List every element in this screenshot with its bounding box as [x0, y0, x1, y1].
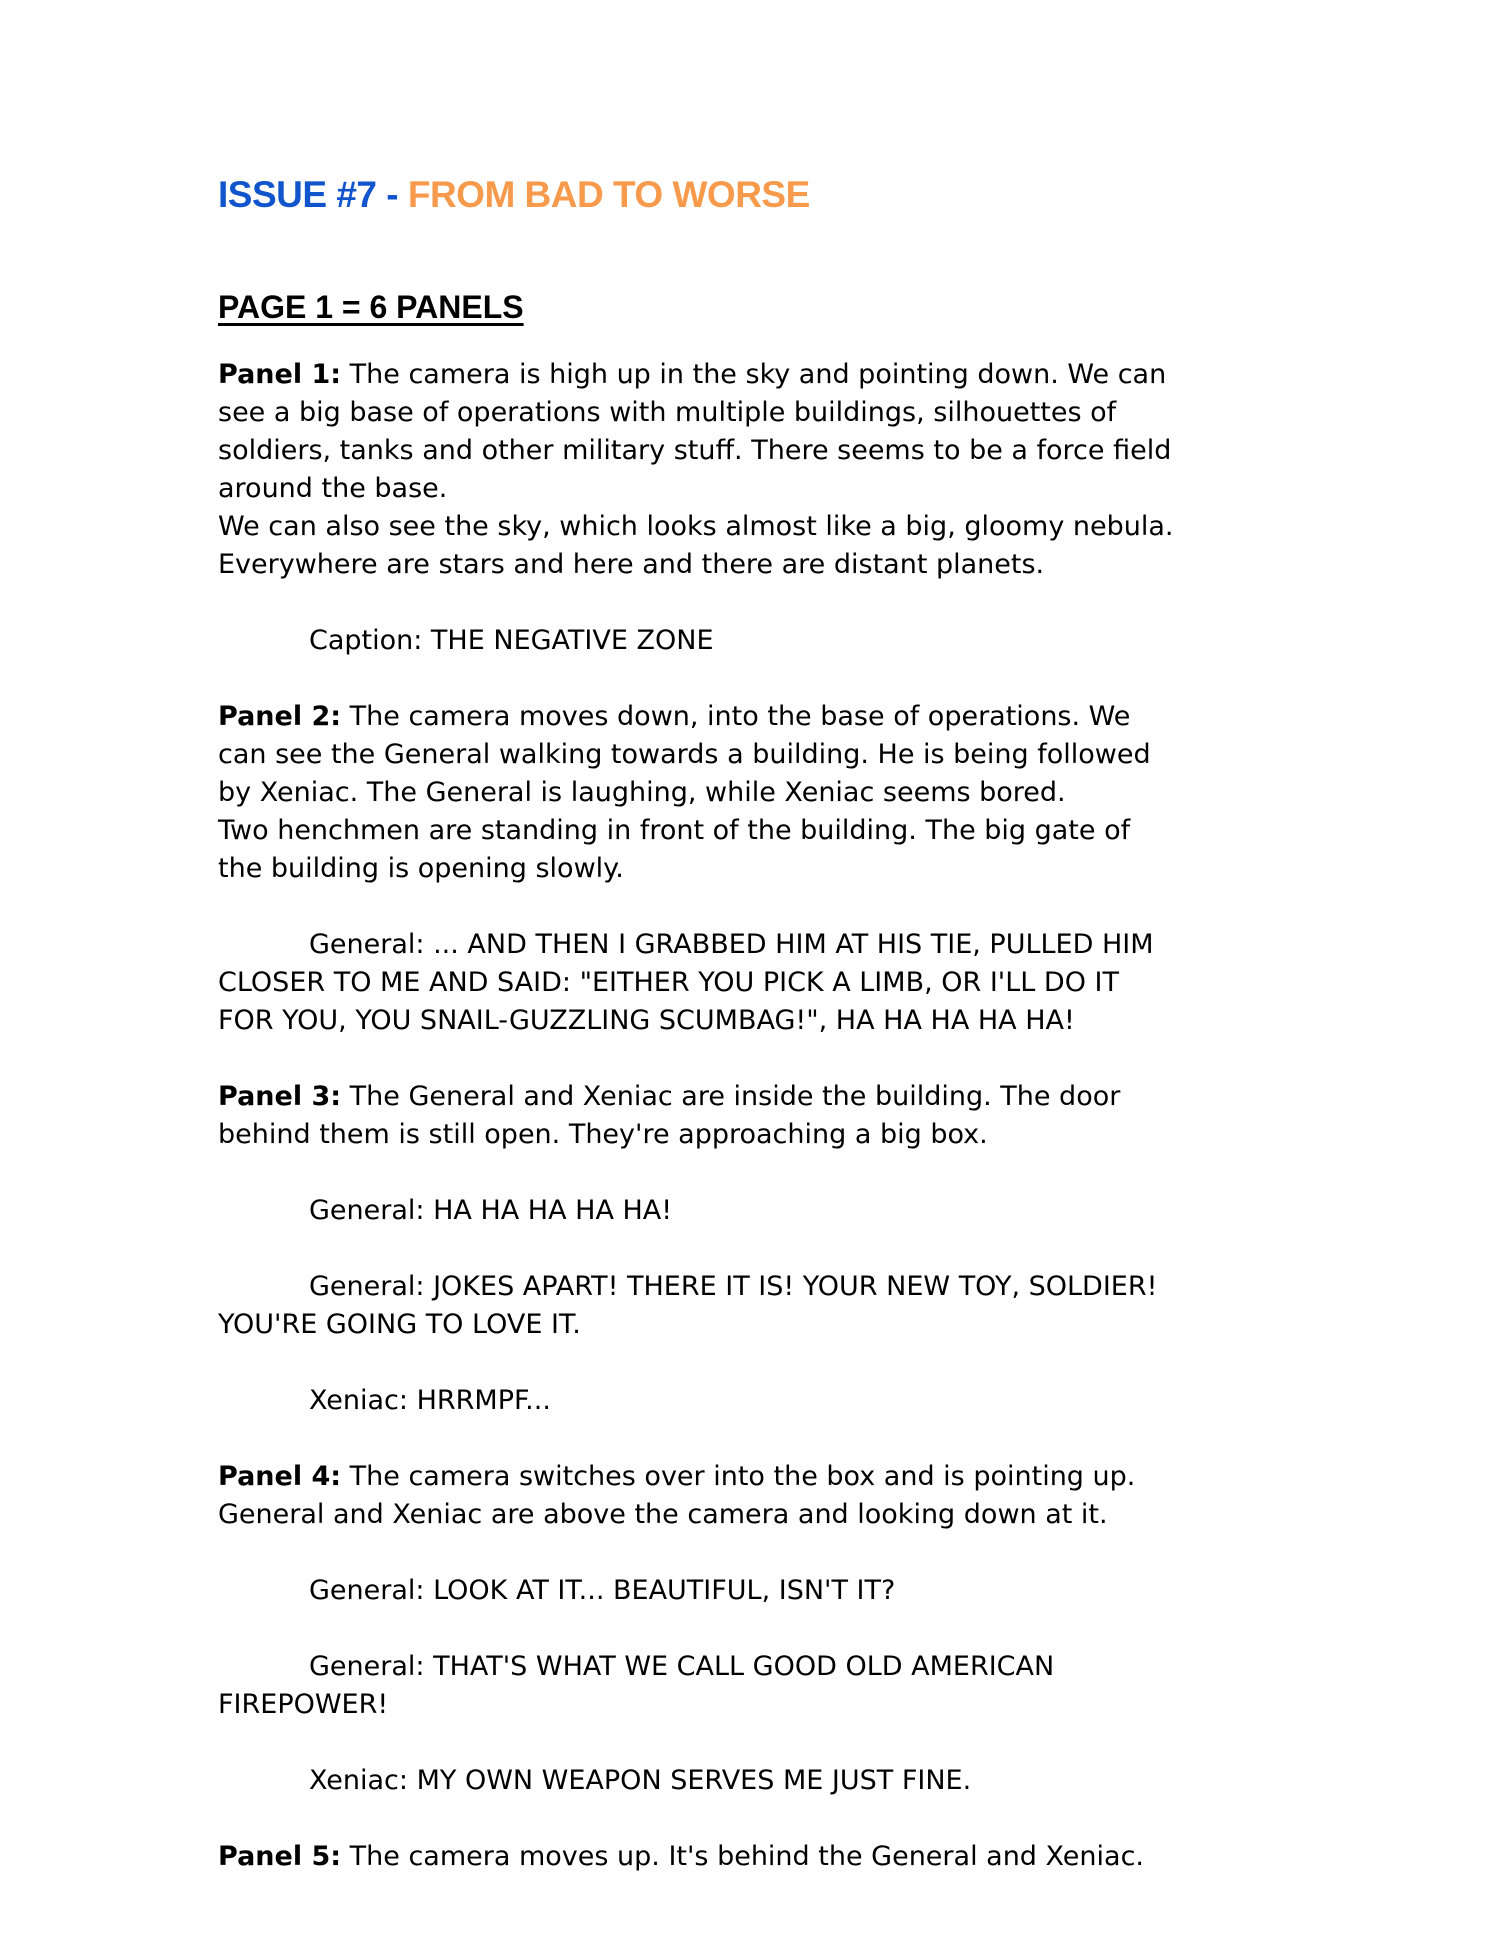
- script-line: [218, 432, 1290, 470]
- issue-subtitle-text: FROM BAD TO WORSE: [407, 174, 810, 215]
- script-line-text: Two henchmen are standing in front of the building. The big gate of: [218, 815, 1131, 846]
- script-line-text: around the base.: [218, 473, 448, 504]
- issue-number-text: ISSUE #7 -: [218, 174, 408, 215]
- script-line-text: FIREPOWER!: [218, 1689, 389, 1720]
- script-line: [218, 1306, 1290, 1344]
- script-paragraph: [218, 926, 1290, 1040]
- script-line-text: The camera moves down, into the base of operations. We: [341, 701, 1131, 732]
- panel-label: Panel 5:: [218, 1841, 342, 1872]
- script-line: [218, 812, 1290, 850]
- script-line: [218, 1648, 1290, 1686]
- script-paragraph: [218, 356, 1290, 584]
- script-paragraph: [218, 1648, 1290, 1724]
- panel-label: Panel 2:: [218, 701, 342, 732]
- panel-label: Panel 4:: [218, 1461, 342, 1492]
- script-line-text: The camera switches over into the box and is pointing up.: [341, 1461, 1136, 1492]
- script-line: [218, 736, 1290, 774]
- script-line: [218, 508, 1290, 546]
- script-line-text: Caption: THE NEGATIVE ZONE: [309, 625, 714, 656]
- script-line-text: General: THAT'S WHAT WE CALL GOOD OLD AMERICAN: [309, 1651, 1055, 1682]
- script-line-text: can see the General walking towards a building. He is being followed: [218, 739, 1151, 770]
- script-line: [218, 1002, 1290, 1040]
- script-line-text: The camera is high up in the sky and pointing down. We can: [341, 359, 1167, 390]
- script-line-text: Everywhere are stars and here and there are distant planets.: [218, 549, 1045, 580]
- script-line-text: the building is opening slowly.: [218, 853, 624, 884]
- script-line: [218, 774, 1290, 812]
- script-paragraph: [218, 1458, 1290, 1534]
- script-line: [218, 622, 1290, 660]
- script-line-text: General: LOOK AT IT... BEAUTIFUL, ISN'T IT?: [309, 1575, 896, 1606]
- script-paragraph: [218, 1268, 1290, 1344]
- script-line: [218, 1116, 1290, 1154]
- script-line: [218, 470, 1290, 508]
- script-line-text: CLOSER TO ME AND SAID: "EITHER YOU PICK A LIMB, OR I'LL DO IT: [218, 967, 1119, 998]
- script-line: [218, 1078, 1290, 1116]
- script-line-text: Xeniac: HRRMPF...: [309, 1385, 551, 1416]
- script-line: [218, 1496, 1290, 1534]
- script-line: [218, 850, 1290, 888]
- script-line: [218, 1268, 1290, 1306]
- page-heading: PAGE 1 = 6 PANELS: [218, 289, 524, 325]
- script-line-text: behind them is still open. They're approaching a big box.: [218, 1119, 988, 1150]
- script-line: [218, 1838, 1290, 1876]
- script-line: [218, 1762, 1290, 1800]
- script-line-text: General: HA HA HA HA HA!: [309, 1195, 673, 1226]
- script-line: [218, 394, 1290, 432]
- script-line-text: Xeniac: MY OWN WEAPON SERVES ME JUST FINE.: [309, 1765, 972, 1796]
- script-paragraph: [218, 1572, 1290, 1610]
- script-line: [218, 1458, 1290, 1496]
- script-line: [218, 698, 1290, 736]
- script-line-text: General: ... AND THEN I GRABBED HIM AT HIS TIE, PULLED HIM: [309, 929, 1154, 960]
- document-title: [218, 170, 1290, 220]
- script-line-text: General and Xeniac are above the camera and looking down at it.: [218, 1499, 1108, 1530]
- script-line: [218, 1382, 1290, 1420]
- script-line-text: FOR YOU, YOU SNAIL-GUZZLING SCUMBAG!", HA HA HA HA HA!: [218, 1005, 1075, 1036]
- script-line: [218, 1686, 1290, 1724]
- script-line-text: The General and Xeniac are inside the building. The door: [341, 1081, 1121, 1112]
- script-line-text: by Xeniac. The General is laughing, while Xeniac seems bored.: [218, 777, 1066, 808]
- script-paragraph: [218, 622, 1290, 660]
- script-line: [218, 1192, 1290, 1230]
- script-line-text: We can also see the sky, which looks almost like a big, gloomy nebula.: [218, 511, 1174, 542]
- script-line: [218, 546, 1290, 584]
- script-paragraph: [218, 1382, 1290, 1420]
- script-paragraph: [218, 698, 1290, 888]
- script-line-text: General: JOKES APART! THERE IT IS! YOUR NEW TOY, SOLDIER!: [309, 1271, 1158, 1302]
- script-paragraph: [218, 1762, 1290, 1800]
- script-line-text: The camera moves up. It's behind the General and Xeniac.: [341, 1841, 1145, 1872]
- script-line-text: YOU'RE GOING TO LOVE IT.: [218, 1309, 581, 1340]
- script-line: [218, 1572, 1290, 1610]
- script-paragraph: [218, 1838, 1290, 1876]
- script-paragraph: [218, 1192, 1290, 1230]
- script-body: [218, 356, 1290, 1876]
- panel-label: Panel 1:: [218, 359, 342, 390]
- script-line: [218, 964, 1290, 1002]
- script-line: [218, 926, 1290, 964]
- panel-label: Panel 3:: [218, 1081, 342, 1112]
- script-line-text: soldiers, tanks and other military stuff. There seems to be a force field: [218, 435, 1172, 466]
- script-paragraph: [218, 1078, 1290, 1154]
- script-line: [218, 356, 1290, 394]
- script-line-text: see a big base of operations with multiple buildings, silhouettes of: [218, 397, 1117, 428]
